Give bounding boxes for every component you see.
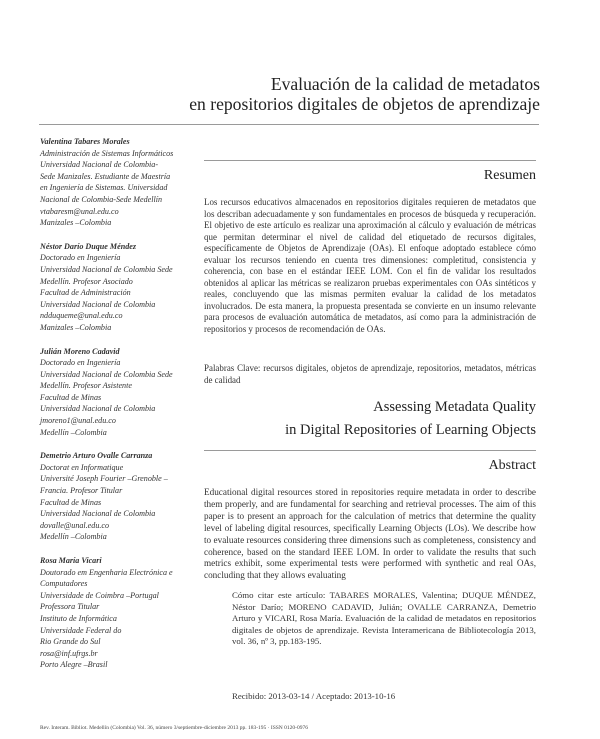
author-line: Sede Manizales. Estudiante de Maestría [40, 171, 171, 181]
author-line: Doctorado en Ingeniería [40, 358, 121, 368]
author-line: Facultad de Administración [40, 288, 131, 298]
author-line: Medellín. Profesor Asociado [40, 276, 133, 286]
citation-label: Cómo citar este artículo: [232, 590, 326, 600]
author-line: Francia. Profesor Titular [40, 486, 123, 496]
citation-box [232, 590, 536, 648]
author-email[interactable]: ndduqueme@unal.edu.co [40, 311, 123, 321]
author-line: Facultad de Minas [40, 497, 102, 507]
author-line: Université Joseph Fourier –Grenoble – [40, 474, 168, 484]
authors-column [40, 136, 190, 683]
article-title-line-1: Evaluación de la calidad de metadatos [270, 74, 540, 94]
author-name: Néstor Darío Duque Méndez [40, 241, 137, 251]
abstract-heading: Abstract [488, 458, 536, 473]
author-line: Medellín. Profesor Asistente [40, 381, 132, 391]
english-title [204, 396, 536, 441]
title-divider [39, 124, 539, 125]
author-name: Valentina Tabares Morales [40, 137, 130, 146]
author-line: en Ingeniería de Sistemas. Universidad [40, 183, 168, 193]
resumen-divider [204, 160, 536, 161]
author-line: Manizales –Colombia [40, 322, 112, 332]
author-email[interactable]: vtabaresm@unal.edu.co [40, 206, 119, 216]
abstract-text: Educational digital resources stored in repositories require metadata in order to describe them properly, and are fundamental for searching and retrieval processes. The aim of this paper is to present an approach for the calculation of metrics that determine the quality level of labeling digital resources, specifically Learning Objects (LOs). We describe how to evaluate resources considering three dimensions such as completeness, consistency and coherence, based on the standard IEEE LOM. In order to validate the results that such metrics exhibit, some experimental tests were performed with synthetic and real OAs, concluding that they allows evaluating [204, 487, 536, 581]
author-block [40, 241, 190, 334]
author-block [40, 450, 190, 543]
resumen-keywords [204, 363, 536, 386]
author-line: Universidade de Coimbra –Portugal [40, 590, 159, 600]
author-line: Medellín –Colombia [40, 427, 107, 437]
author-block [40, 136, 190, 229]
author-line: Universidad Nacional de Colombia Sede [40, 264, 173, 274]
author-line: Professora Titular [40, 602, 100, 612]
keywords-label: Palabras Clave: [204, 363, 261, 373]
author-line: Facultad de Minas [40, 392, 102, 402]
author-line: Universidad Nacional de Colombia- [40, 160, 159, 170]
author-block [40, 346, 190, 439]
article-title [140, 74, 540, 114]
author-email[interactable]: rosa@inf.ufrgs.br [40, 648, 98, 658]
author-line: Universidad Nacional de Colombia [40, 299, 156, 309]
author-block [40, 555, 190, 671]
author-line: Nacional de Colombia-Sede Medellín [40, 194, 163, 204]
keywords-text: recursos digitales, objetos de aprendizaje, repositorios, metadatos, métricas de calidad [204, 363, 537, 385]
citation-text: TABARES MORALES, Valentina; DUQUE MÉNDEZ, Néstor Darío; MORENO CADAVID, Julián; OVALLE CARRANZA, Demetrio Arturo y VICARI, Rosa María. Evaluación de la calidad de metadatos en repositorios digitales de objetos de aprendizaje. Revista Interamericana de Bibliotecología 2013, vol. 36, nº 3, pp.183-195. [232, 590, 536, 646]
author-line: Porto Alegre –Brasil [40, 660, 108, 670]
author-line: Instituto de Informática [40, 613, 117, 623]
english-title-line-1: Assessing Metadata Quality [373, 399, 536, 415]
author-name: Rosa María Vicari [40, 556, 102, 565]
author-line: Universidad Nacional de Colombia [40, 404, 156, 414]
english-title-line-2: in Digital Repositories of Learning Objects [285, 421, 536, 438]
resumen-text: Los recursos educativos almacenados en repositorios digitales requieren de metadatos que los describan adecuadamente y son fundamentales en procesos de búsqueda y recuperación. El objetivo de este artículo es realizar una aproximación al cálculo y evaluación de métricas que permitan determinar el nivel de calidad del etiquetado de recursos digitales, específicamente de Objetos de Aprendizaje (OAs). El enfoque adoptado establece cómo evaluar los recursos teniendo en cuenta tres dimensiones: completitud, consistencia y coherencia, con base en el estándar IEEE LOM. Con el fin de validar los resultados obtenidos al aplicar las métricas se realizaron pruebas experimentales con OAs sintéticos y reales, concluyendo que las mismas permiten evaluar la calidad de los metadatos involucrados. De esta manera, la propuesta presentada se convierte en un insumo relevante para procesos de evaluación automática de metadatos, así como para la administración de repositorios y procesos de recomendación de OAs. [204, 197, 536, 335]
author-name: Julián Moreno Cadavid [40, 346, 120, 356]
journal-footer: Rev. Interam. Bibliot. Medellín (Colombia) Vol. 36, número 3/septiembre-diciembre 2013 pp. 183-195 · ISSN 0120-0976 [40, 725, 308, 731]
author-line: Rio Grande do Sul [40, 637, 101, 647]
resumen-heading: Resumen [483, 168, 536, 183]
author-line: Medellín –Colombia [40, 532, 107, 542]
author-email[interactable]: dovalle@unal.edu.co [40, 520, 110, 530]
author-line: Universidad Nacional de Colombia [40, 509, 156, 519]
author-name: Demetrio Arturo Ovalle Carranza [40, 451, 153, 461]
author-line: Manizales –Colombia [40, 218, 112, 228]
abstract-divider [204, 450, 536, 451]
received-accepted-dates: Recibido: 2013-03-14 / Aceptado: 2013-10-16 [232, 691, 396, 701]
article-title-line-2: en repositorios digitales de objetos de aprendizaje [189, 94, 540, 114]
author-email[interactable]: jmoreno1@unal.edu.co [40, 416, 116, 426]
author-line: Computadores [40, 579, 88, 589]
author-line: Doctorado en Ingeniería [40, 253, 121, 263]
author-line: Administración de Sistemas Informáticos [40, 148, 174, 158]
author-line: Universidade Federal do [40, 625, 122, 635]
author-line: Doutorado em Engenharia Electrónica e [40, 567, 173, 577]
author-line: Doctorat en Informatique [40, 462, 124, 472]
author-line: Universidad Nacional de Colombia Sede [40, 369, 173, 379]
